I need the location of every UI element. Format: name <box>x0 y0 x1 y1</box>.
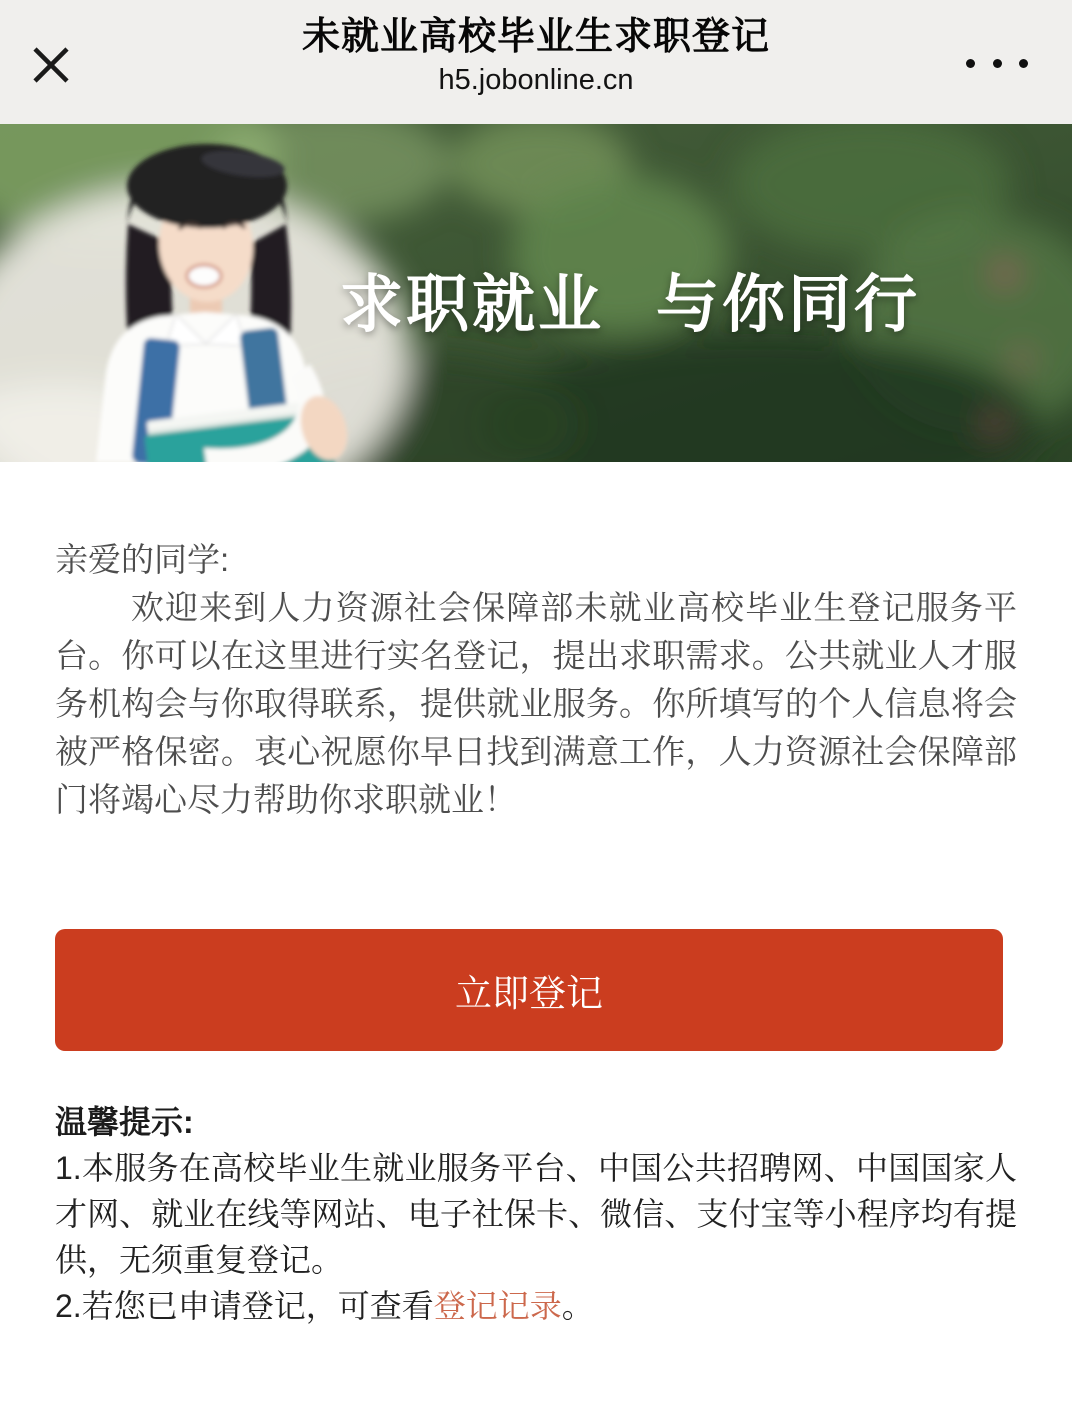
tips-section <box>55 1099 1017 1329</box>
tip-2-text: 2.若您已申请登记，可查看 <box>55 1288 434 1324</box>
intro-paragraph: 欢迎来到人力资源社会保障部未就业高校毕业生登记服务平台。你可以在这里进行实名登记，提出求职需求。公共就业人才服务机构会与你取得联系，提供就业服务。你所填写的个人信息将会被严格保密。衷心祝愿你早日找到满意工作，人力资源社会保障部门将竭心尽力帮助你求职就业！ <box>55 589 1017 818</box>
page-title: 未就业高校毕业生求职登记 <box>301 16 770 58</box>
ellipsis-menu-icon <box>1019 59 1028 68</box>
slogan-part-2: 与你同行 <box>656 270 920 340</box>
ellipsis-menu-icon <box>966 59 975 68</box>
page-content <box>0 462 1072 1329</box>
ellipsis-menu-icon <box>993 59 1002 68</box>
slogan-part-1: 求职就业 <box>340 270 604 340</box>
register-now-button[interactable]: 立即登记 <box>55 929 1003 1051</box>
tip-1: 1.本服务在高校毕业生就业服务平台、中国公共招聘网、中国国家人才网、就业在线等网站、电子社保卡、微信、支付宝等小程序均有提供，无须重复登记。 <box>55 1150 1017 1278</box>
page-url: h5.jobonline.cn <box>438 64 634 96</box>
hero-banner <box>0 124 1072 462</box>
webview-titlebar <box>0 0 1072 124</box>
banner-slogan <box>340 254 920 345</box>
registration-records-link[interactable]: 登记记录 <box>433 1288 562 1324</box>
tips-heading: 温馨提示: <box>55 1104 194 1140</box>
greeting-text: 亲爱的同学: <box>55 541 230 578</box>
more-menu-button[interactable] <box>966 48 1028 78</box>
tip-2 <box>55 1283 1017 1329</box>
titlebar-text <box>0 0 1072 100</box>
tip-2-suffix: 。 <box>561 1288 594 1324</box>
